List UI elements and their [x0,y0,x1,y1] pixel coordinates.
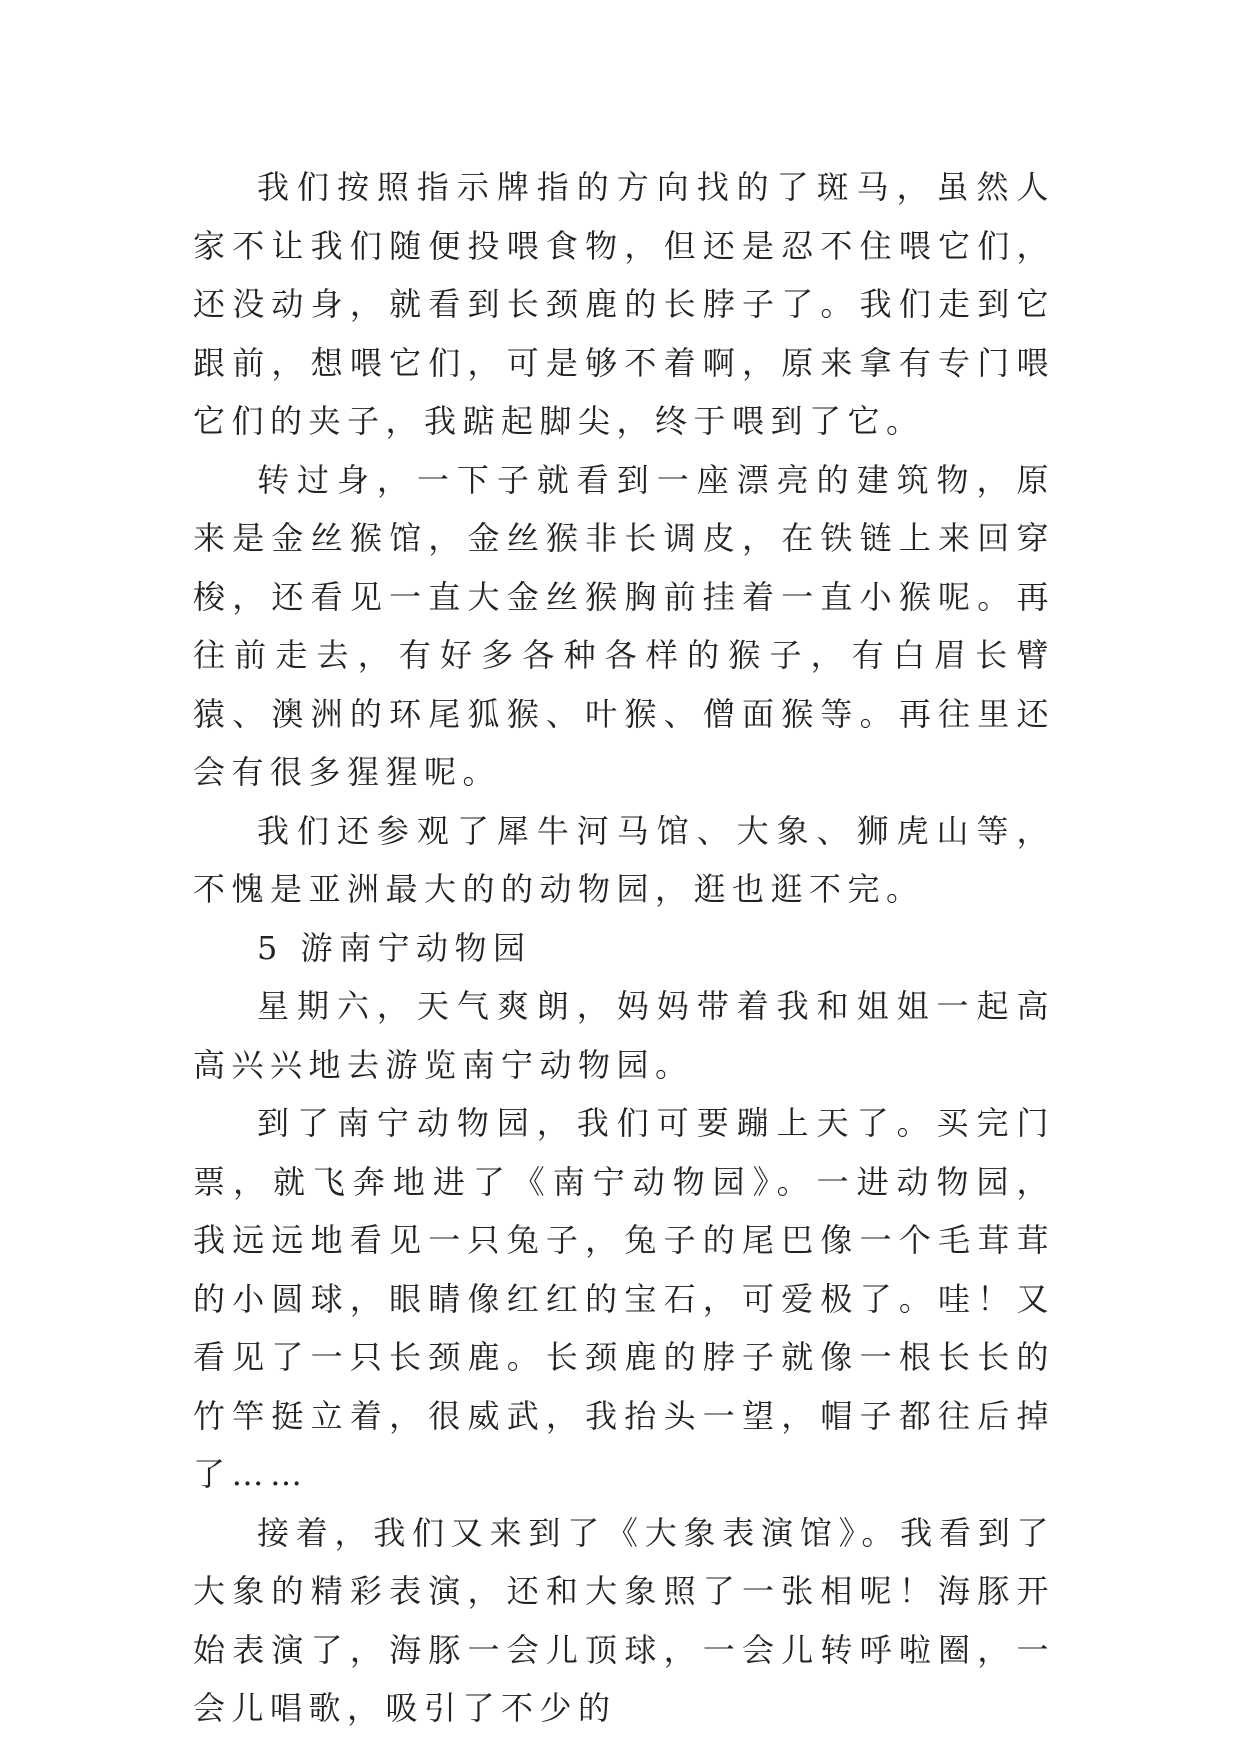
paragraph-elephant-show: 接着，我们又来到了《大象表演馆》。我看到了大象的精彩表演，还和大象照了一张相呢！海豚开始表演了，海豚一会儿顶球，一会儿转呼啦圈，一会儿唱歌，吸引了不少的 [193,1513,1055,1727]
paragraph-rhino-hippo: 我们还参观了犀牛河马馆、大象、狮虎山等，不愧是亚洲最大的的动物园，逛也逛不完。 [193,811,1055,908]
paragraph-rabbit-giraffe: 到了南宁动物园，我们可要蹦上天了。买完门票，就飞奔地进了《南宁动物园》。一进动物园，我远远地看见一只兔子，兔子的尾巴像一个毛茸茸的小圆球，眼睛像红红的宝石，可爱极了。哇！又看见了一只长颈鹿。长颈鹿的脖子就像一根长长的竹竿挺立着，很威武，我抬头一望，帽子都往后掉了…… [193,1104,1055,1493]
paragraph-saturday: 星期六，天气爽朗，妈妈带着我和姐姐一起高高兴兴地去游览南宁动物园。 [193,987,1055,1084]
paragraph-zebra-giraffe: 我们按照指示牌指的方向找的了斑马，虽然人家不让我们随便投喂食物，但还是忍不住喂它们，还没动身，就看到长颈鹿的长脖子了。我们走到它跟前，想喂它们，可是够不着啊，原来拿有专门喂它们的夹子，我踮起脚尖，终于喂到了它。 [193,168,1055,440]
paragraph-golden-monkey: 转过身，一下子就看到一座漂亮的建筑物，原来是金丝猴馆，金丝猴非长调皮，在铁链上来回穿梭，还看见一直大金丝猴胸前挂着一直小猴呢。再往前走去，有好多各种各样的猴子，有白眉长臂猿、澳洲的环尾狐猴、叶猴、僧面猴等。再往里还会有很多猩猩呢。 [193,460,1055,791]
essay-title: 5 游南宁动物园 [257,928,532,967]
document-body [193,158,1055,1738]
